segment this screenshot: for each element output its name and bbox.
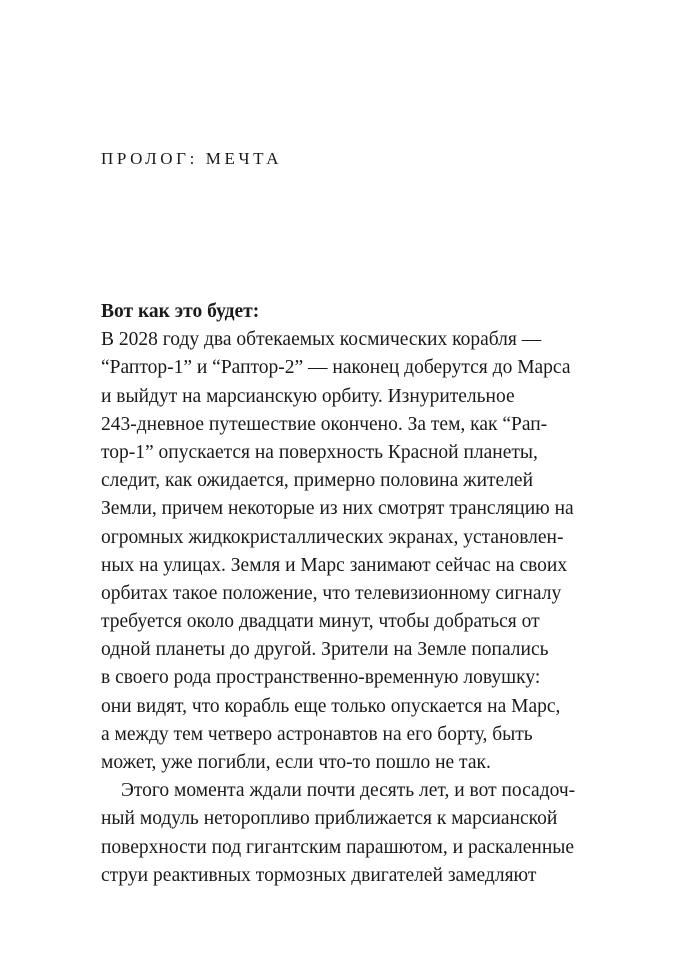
text-line: тор-1” опускается на поверхность Красной планеты, [101, 441, 538, 463]
text-line: а между тем четверо астронавтов на его борту, быть [101, 723, 533, 745]
text-line: в своего рода пространственно-временную ловушку: [101, 667, 541, 689]
body-text [101, 298, 601, 890]
text-line: огромных жидкокристаллических экранах, установлен- [101, 526, 564, 548]
text-line: может, уже погибли, если что-то пошло не так. [101, 752, 491, 773]
text-line: струи реактивных тормозных двигателей замедляют [101, 864, 537, 886]
paragraph-1 [101, 326, 601, 777]
text-line: одной планеты до другой. Зрители на Земле попались [101, 639, 549, 661]
text-line: они видят, что корабль еще только опускается на Марс, [101, 695, 561, 717]
text-line: требуется около двадцати минут, чтобы добраться от [101, 611, 540, 633]
text-line: В 2028 году два обтекаемых космических корабля — [101, 329, 542, 351]
lead-in-line: Вот как это будет: [101, 301, 260, 322]
text-line: следит, как ожидается, примерно половина жителей [101, 470, 534, 492]
text-line: Земли, причем некоторые из них смотрят трансляцию на [101, 498, 574, 520]
text-line: орбитах такое положение, что телевизионному сигналу [101, 582, 562, 604]
paragraph-2 [101, 777, 601, 890]
text-line: 243-дневное путешествие окончено. За тем, как “Рап- [101, 413, 548, 435]
text-line: ных на улицах. Земля и Марс занимают сейчас на своих [101, 554, 568, 576]
text-line: “Раптор-1” и “Раптор-2” — наконец доберутся до Марса [101, 357, 571, 379]
text-line: поверхности под гигантским парашютом, и раскаленные [101, 836, 575, 858]
text-line: ный модуль неторопливо приближается к марсианской [101, 808, 558, 830]
text-line: и выйдут на марсианскую орбиту. Изнурительное [101, 385, 515, 407]
chapter-heading: ПРОЛОГ: МЕЧТА [101, 149, 283, 168]
text-line: Этого момента ждали почти десять лет, и вот посадоч- [121, 780, 576, 802]
